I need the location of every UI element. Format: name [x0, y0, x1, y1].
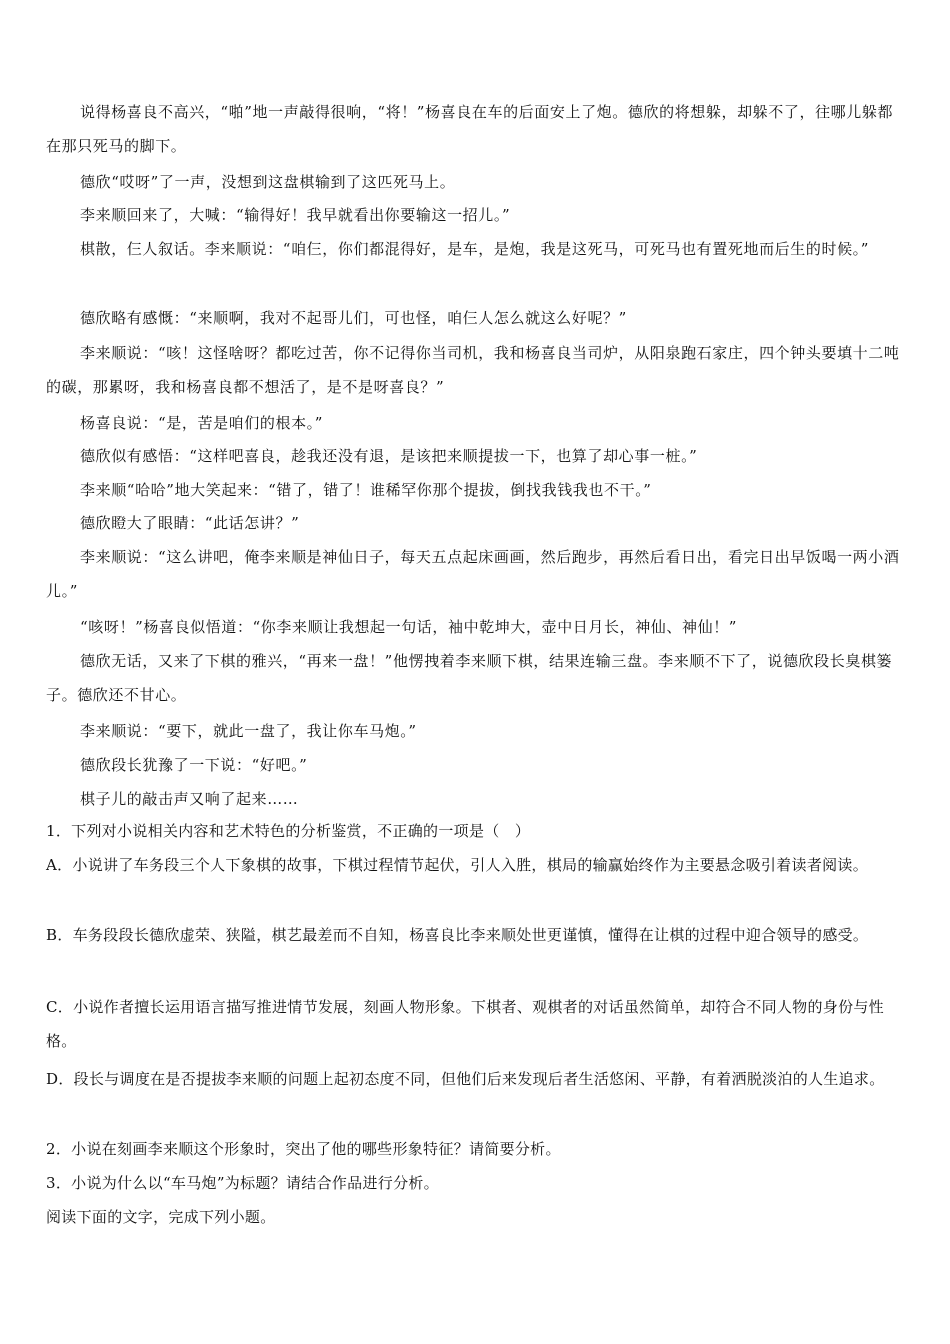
story-paragraph-7: 杨喜良说：“是，苦是咱们的根本。”	[80, 414, 324, 432]
reading-instruction: 阅读下面的文字，完成下列小题。	[46, 1208, 276, 1226]
story-paragraph-12: “咳呀！”杨喜良似悟道：“你李来顺让我想起一句话，袖中乾坤大，壶中日月长，神仙、神仙！”	[80, 618, 738, 636]
story-paragraph-8: 德欣似有感悟：“这样吧喜良，趁我还没有退，是该把来顺提拔一下，也算了却心事一桩。”	[80, 447, 698, 465]
option-c: C．小说作者擅长运用语言描写推进情节发展，刻画人物形象。下棋者、观棋者的对话虽然简单，却符合不同人物的身份与性格。	[46, 998, 884, 1050]
story-paragraph-9: 李来顺“哈哈”地大笑起来：“错了，错了！谁稀罕你那个提拔，倒找我钱我也不干。”	[80, 481, 652, 499]
story-paragraph-6: 李来顺说：“咳！这怪啥呀？都吃过苦，你不记得你当司机，我和杨喜良当司炉，从阳泉跑石家庄，四个钟头要填十二吨的碳，那累呀，我和杨喜良都不想活了，是不是呀喜良？”	[46, 344, 900, 396]
story-paragraph-15: 德欣段长犹豫了一下说：“好吧。”	[80, 756, 308, 774]
story-paragraph-5: 德欣略有感慨：“来顺啊，我对不起哥儿们，可也怪，咱仨人怎么就这么好呢？”	[80, 309, 627, 327]
story-paragraph-1: 说得杨喜良不高兴，“啪”地一声敲得很响，“将！”杨喜良在车的后面安上了炮。德欣的将想躲，却躲不了，往哪儿躲都在那只死马的脚下。	[46, 103, 894, 155]
question-3: 3．小说为什么以“车马炮”为标题？请结合作品进行分析。	[46, 1174, 439, 1192]
story-paragraph-10: 德欣瞪大了眼睛：“此话怎讲？”	[80, 514, 300, 532]
story-paragraph-11: 李来顺说：“这么讲吧，俺李来顺是神仙日子，每天五点起床画画，然后跑步，再然后看日出，看完日出早饭喝一两小酒儿。”	[46, 548, 900, 600]
option-b: B．车务段段长德欣虚荣、狭隘，棋艺最差而不自知，杨喜良比李来顺处世更谨慎，懂得在让棋的过程中迎合领导的感受。	[46, 926, 869, 944]
question-1-stem: 1．下列对小说相关内容和艺术特色的分析鉴赏，不正确的一项是（ ）	[46, 822, 531, 840]
story-paragraph-14: 李来顺说：“要下，就此一盘了，我让你车马炮。”	[80, 722, 417, 740]
option-d: D．段长与调度在是否提拔李来顺的问题上起初态度不同，但他们后来发现后者生活悠闲、平静，有着洒脱淡泊的人生追求。	[46, 1070, 885, 1088]
story-paragraph-4: 棋散，仨人叙话。李来顺说：“咱仨，你们都混得好，是车，是炮，我是这死马，可死马也有置死地而后生的时候。”	[80, 240, 870, 258]
story-paragraph-3: 李来顺回来了，大喊：“输得好！我早就看出你要输这一招儿。”	[80, 206, 511, 224]
story-paragraph-2: 德欣“哎呀”了一声，没想到这盘棋输到了这匹死马上。	[80, 173, 456, 191]
question-2: 2．小说在刻画李来顺这个形象时，突出了他的哪些形象特征？请简要分析。	[46, 1140, 561, 1158]
option-a: A．小说讲了车务段三个人下象棋的故事，下棋过程情节起伏，引人入胜，棋局的输赢始终作为主要悬念吸引着读者阅读。	[46, 856, 869, 874]
story-paragraph-16: 棋子儿的敲击声又响了起来……	[80, 790, 299, 808]
story-paragraph-13: 德欣无话，又来了下棋的雅兴，“再来一盘！”他愣拽着李来顺下棋，结果连输三盘。李来顺不下了，说德欣段长臭棋篓子。德欣还不甘心。	[46, 652, 893, 704]
